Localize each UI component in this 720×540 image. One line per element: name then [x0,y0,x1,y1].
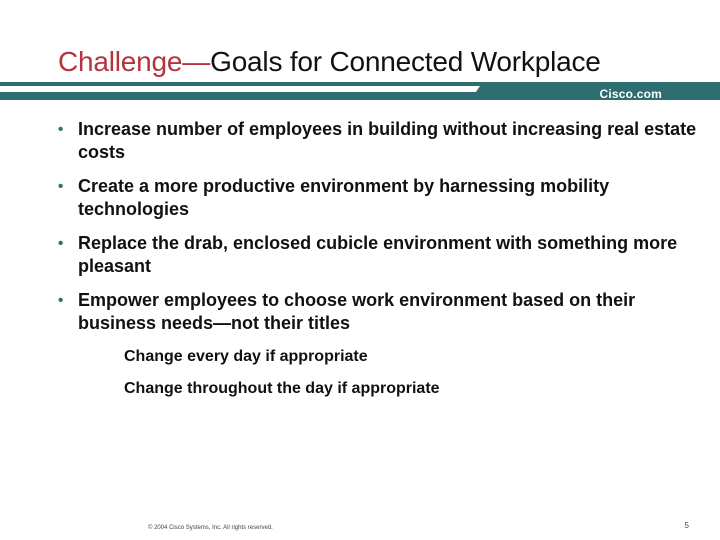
bullet-dot-icon: • [58,178,64,195]
bullet-dot-icon: • [58,121,64,138]
page-number: 5 [684,521,689,530]
bullet-item [58,232,698,278]
bullet-text: Replace the drab, enclosed cubicle environment with something more pleasant [78,233,678,276]
sub-bullet-item: Change throughout the day if appropriate [124,380,440,397]
header-band [0,82,720,100]
bullet-list [58,118,698,410]
slide-title-dash: — [182,46,211,77]
copyright-footer: © 2004 Cisco Systems, Inc. All rights reserved. [148,525,273,531]
bullet-dot-icon: • [58,235,64,252]
slide-title-rest: Goals for Connected Workplace [210,46,601,77]
header-band-lower [0,92,480,100]
sub-bullet-item: Change every day if appropriate [124,348,368,365]
sub-bullet-list [78,347,698,399]
slide-title [58,46,601,78]
bullet-item [58,118,698,164]
bullet-dot-icon: • [58,292,64,309]
bullet-item [58,175,698,221]
bullet-text: Empower employees to choose work environment based on their business needs—not their titles [78,290,636,333]
brand-label: Cisco.com [599,87,662,100]
slide-title-highlight: Challenge [58,46,183,77]
bullet-text: Create a more productive environment by harnessing mobility technologies [78,176,610,219]
bullet-item [58,289,698,399]
bullet-text: Increase number of employees in building without increasing real estate costs [78,119,697,162]
